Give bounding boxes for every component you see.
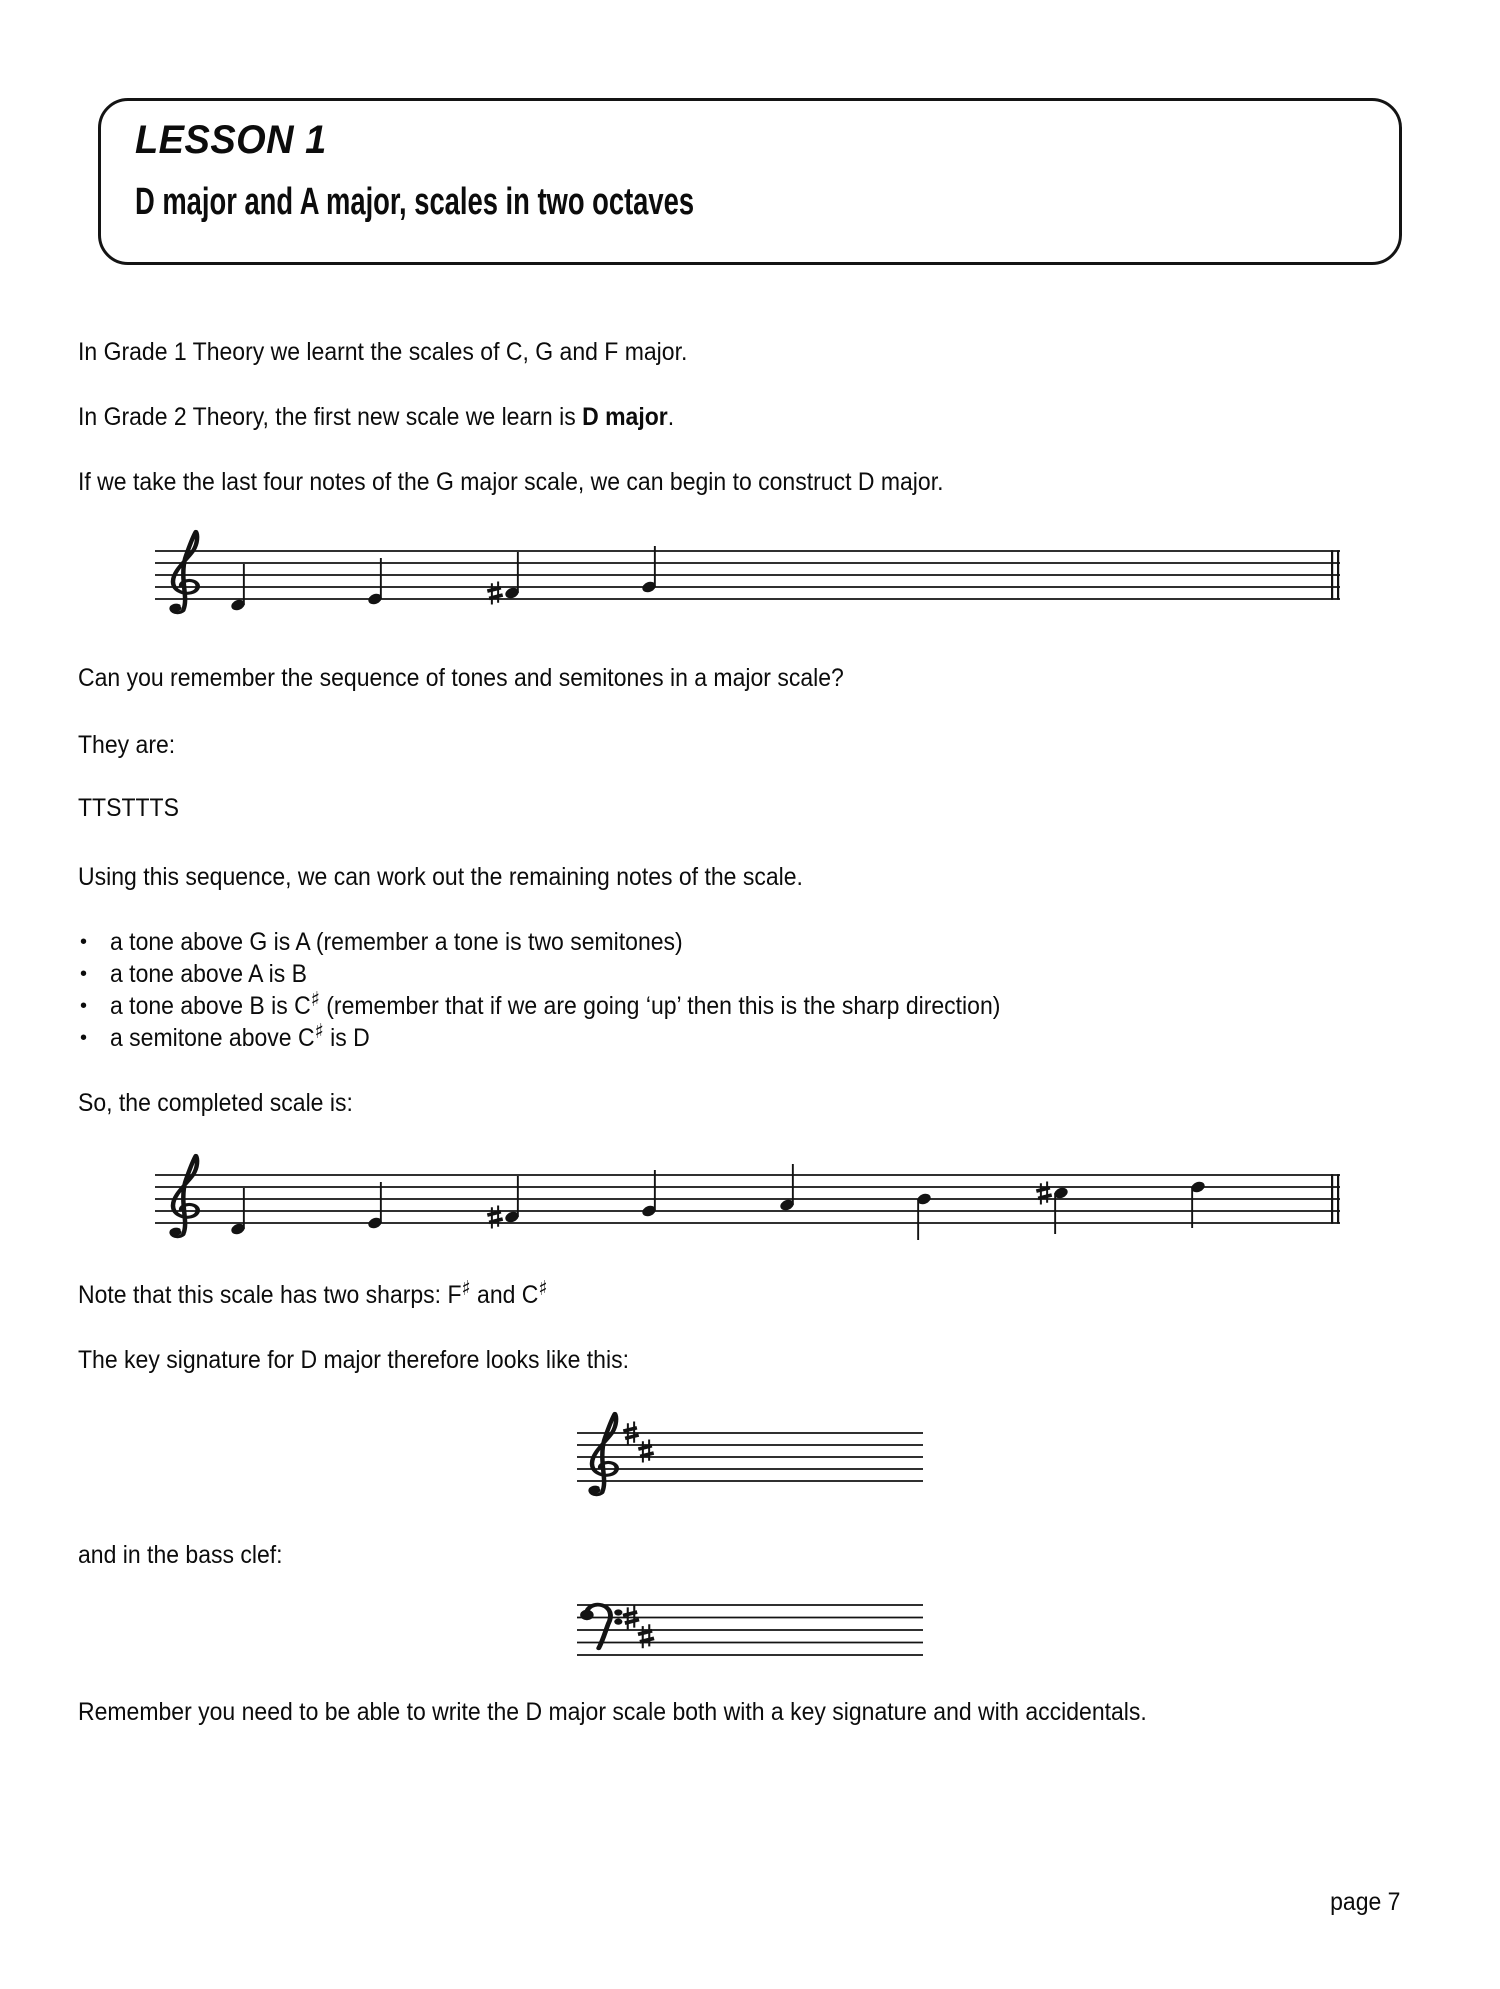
page-number: page 7 bbox=[1329, 1888, 1400, 1916]
paragraph-construct-d-major: If we take the last four notes of the G major scale, we can begin to construct D major. bbox=[78, 468, 944, 496]
bullet-item-label: a tone above G is A (remember a tone is two semitones) bbox=[110, 928, 683, 956]
paragraph-two-sharps: Note that this scale has two sharps: F♯ and C♯ bbox=[78, 1276, 548, 1309]
sharp-symbol: ♯ bbox=[538, 1276, 548, 1301]
bullet-item-label: a tone above B is C♯ (remember that if we are going ‘up’ then this is the sharp direction) bbox=[110, 987, 1001, 1020]
paragraph-using-sequence: Using this sequence, we can work out the remaining notes of the scale. bbox=[78, 863, 803, 891]
bullet-icon: • bbox=[80, 995, 88, 1017]
paragraph-grade1-recap: In Grade 1 Theory we learnt the scales of C, G and F major. bbox=[78, 338, 688, 366]
sharp-symbol: ♯ bbox=[310, 987, 320, 1012]
bullet-icon: • bbox=[80, 1027, 88, 1049]
staff-d-major-scale-complete bbox=[155, 1156, 1340, 1241]
sharp-symbol: ♯ bbox=[314, 1019, 324, 1044]
paragraph-key-signature-intro: The key signature for D major therefore looks like this: bbox=[78, 1346, 629, 1374]
text-tone-semitone-formula: TTSTTTS bbox=[78, 794, 179, 822]
lesson-number-title: LESSON 1 bbox=[135, 118, 327, 162]
staff-key-signature-bass bbox=[577, 1605, 923, 1655]
bullet-item-label: a tone above A is B bbox=[110, 960, 307, 988]
staff-g-major-last-four-notes bbox=[155, 532, 1340, 613]
bullet-item-label: a semitone above C♯ is D bbox=[110, 1019, 370, 1052]
paragraph-remember-note: Remember you need to be able to write the D major scale both with a key signature and with accidentals. bbox=[78, 1698, 1147, 1726]
paragraph-they-are: They are: bbox=[78, 731, 176, 759]
paragraph-sequence-question: Can you remember the sequence of tones and semitones in a major scale? bbox=[78, 664, 844, 692]
paragraph-bass-clef-intro: and in the bass clef: bbox=[78, 1541, 283, 1569]
paragraph-grade2-new-scale: In Grade 2 Theory, the first new scale we learn is D major. bbox=[78, 403, 675, 431]
paragraph-completed-scale: So, the completed scale is: bbox=[78, 1089, 353, 1117]
lesson-header-box bbox=[98, 98, 1402, 265]
lesson-subtitle: D major and A major, scales in two octaves bbox=[135, 181, 695, 223]
sharp-symbol: ♯ bbox=[461, 1276, 471, 1301]
staff-key-signature-treble bbox=[577, 1414, 923, 1495]
bullet-icon: • bbox=[80, 931, 88, 953]
bullet-icon: • bbox=[80, 963, 88, 985]
